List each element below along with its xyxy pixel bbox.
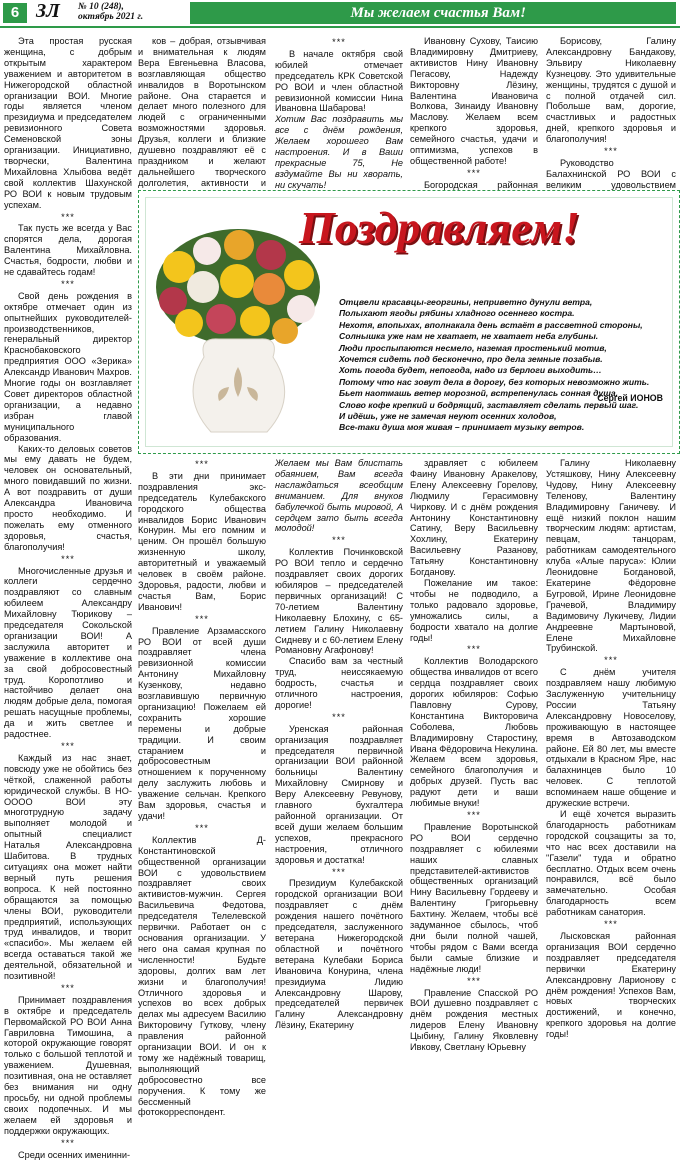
separator: ***	[61, 982, 75, 993]
article-paragraph: Коллектив Володарского общества инвалидов от всего сердца поздравляет своих дорогих юбиляров: Софью Павловну Сурову, Константина Викторовича Соболева, Любовь Владимировну Старостину, Ивана Фёдоровича Некулина. Желаем всем здоровья, семейного благополучия и добрых друзей. Пусть вас радуют дети и ваши любимые внуки!	[410, 656, 538, 809]
article-paragraph: В эти дни принимает поздравления экс-председатель Кулебакского городского общества инвалидов Борис Иванович Конурин. Мы его помним и ценим. Он прошёл большую жизненную школу, авторитетный и уважаемый человек в своём районе. Здоровья, радости, любви и счастья Вам, Борис Иванович!	[138, 470, 266, 612]
poem-line: Потому что нас зовут дела в дорогу, без которых невозможно жить.	[339, 376, 650, 387]
article-paragraph: Лысковская районная организация ВОИ сердечно поздравляет председателя первички Екатерину Александровну Ларионову с днём рождения! Успехов Вам, новых творческих достижений, и конечно, крепкого здоровья на долгие годы!	[546, 930, 676, 1040]
page-number: 6	[3, 3, 27, 23]
poem-paragraph: Желаем мы Вам блистать обаянием, Вам всегда наслаждаться всеобщим вниманием. Для внуков бабулечкой быть мировой, А сердцем зато быть всегда молодой!	[275, 458, 403, 534]
column-1	[4, 36, 132, 1160]
article-paragraph: Спасибо вам за честный труд, неиссякаемую бодрость, счастья и отличного настроения, дорогие!	[275, 656, 403, 710]
poem-line: Хоть погода будет, непогода, надо из берлоги выходить…	[339, 365, 602, 376]
column-3-top	[275, 36, 403, 190]
separator: ***	[604, 919, 618, 930]
newspaper-logo: ЗЛ	[36, 0, 60, 22]
issue-info	[78, 2, 143, 22]
separator: ***	[332, 37, 346, 47]
separator: ***	[467, 975, 481, 986]
separator: ***	[61, 278, 75, 289]
column-4-top	[410, 36, 538, 190]
poem-line: Хочется сидеть под бесконечно, про дела земные позабыв.	[339, 354, 603, 365]
article-paragraph: Богородская районная	[424, 179, 538, 190]
poem-line: Слово кофе крепкий и бодрящий, заставляет сделать первый шаг.	[339, 399, 639, 410]
flower-vase-image	[149, 227, 327, 441]
article-paragraph: Руководство Балахнинской РО ВОИ с великим удовольствием	[546, 157, 676, 190]
article-paragraph: Президиум Кулебакской городской организации ВОИ поздравляет с днём рождения нашего почётного председателя, заслуженного ветерана Нижегородской областной и почётного ветерана Кулебаки Бориса Ивановича Конурина, члена президиума Лидию Александровну Шарову, председателей первичек Галину Александровну Лёзину, Екатерину	[275, 878, 403, 1031]
article-paragraph: Коллектив Починковской РО ВОИ тепло и сердечно поздравляет своих дорогих юбиляров – председателей первичных организаций! С 70-летием Валентину Николаевну Блохину, с 65-летием Галину Николаевну Сидневу и с 60-летием Елену Романовну Агафонову!	[275, 547, 403, 656]
section-banner	[190, 2, 676, 24]
congrats-poem	[339, 297, 659, 434]
article-paragraph: Многочисленные друзья и коллеги сердечно поздравляют со славным юбилеем Александру Михайловну Тюрикову – председателя Сокольской организации ВОИ! А заслужила авторитет и уважение в коллективе она за свой добросовестный труд. Коропотливо и настойчиво делает она людям добрые дела, помогая решать насущные проблемы, да и жить светлее и радостнее.	[4, 565, 132, 740]
article-paragraph: здравляет с юбилеем Фаину Ивановну Аракелову, Елену Алексеевну Горелову, Людмилу Герасимовну Чиркову. И с днём рождения Антонину Константиновну Сатину, Веру Васильевну Хохлину, Екатерину Васильевну Разанову, Татьяну Константиновну Богданову.	[410, 458, 538, 578]
poem-paragraph: Хотим Вас поздравить мы все с днём рождения, Желаем хорошего Вам настроения. И в Ваши прекрасные 75, Не вздумайте Вы ни хворать, ни скучать!	[275, 114, 403, 190]
column-4-bottom	[410, 458, 538, 1053]
article-paragraph: Ивановну Сухову, Таисию Владимировну Дмитриеву, активистов Нину Ивановну Пегасову, Надежду Викторовну Лёзину, Валентина Ивановича Волкова, Зинаиду Ивановну Маслову. Желаем всем крепкого здоровья, семейного счастья, удачи и оптимизма, успехов в общественной работе!	[410, 36, 538, 166]
issue-date: октябрь 2021 г.	[78, 12, 144, 22]
poem-line: Бьет наотмашь ветер морозной, встрепенулась сонная душа.	[339, 388, 619, 399]
article-paragraph: Правление Спасской РО ВОИ душевно поздравляет с днём рождения местных лидеров Елену Ивановну Цыбину, Галину Яковлевну Ивкову, Светлану Юрьевну	[410, 987, 538, 1053]
separator: ***	[61, 1137, 75, 1148]
separator: ***	[332, 711, 346, 722]
article-paragraph: И ещё хочется выразить благодарность работникам городской соцзащиты за то, что нас всех доставили на "Газели" туда и обратно бесплатно. Отдых всем очень понравился, всё было замечательно. Особая благодарность всем работникам санатория.	[546, 809, 676, 918]
poem-line: Полыхают ягоды рябины хладного осеннего костра.	[339, 308, 575, 319]
article-paragraph: Галину Николаевну Устяшкову, Нину Алексеевну Чудову, Нину Алексеевну Теленову, Валентину Владимировну Ганичеву. И ещё низкий поклон нашим творческим людям: артистам, певцам, танцорам, работникам самодеятельного клуба «Алые паруса»: Юлии Леонидовне Богдановой, Екатерине Фёдоровне Бугровой, Ирине Леонидовне Грачевой, Владимиру Вадимовичу Лукичеву, Лидии Андреевне Мартыновой, Елене Михайловне Трубинской.	[546, 458, 676, 654]
separator: ***	[467, 167, 481, 178]
separator: ***	[61, 741, 75, 751]
separator: ***	[332, 535, 346, 546]
page-header	[0, 0, 680, 26]
article-paragraph: Так пусть же всегда у Вас спорятся дела, дорогая Валентина Михайловна. Счастья, бодрости, любви и не сдавайтесь годам!	[4, 223, 132, 278]
poem-line: Люди проспыпаются несмело, наземая простенький мотив,	[339, 342, 607, 353]
article-paragraph: ков – добрая, отзывчивая и внимательная к людям Вера Евгеньевна Власова, возглавляющая общество инвалидов в Воротынском районе. Она старается и делает много полезного для людей с ограниченными возможностями здоровья. Друзья, коллеги и близкие душевно поздравляют её с праздником и желают дальнейшего творческого долголетия, активности и	[138, 36, 266, 188]
separator: ***	[467, 810, 481, 820]
column-2-bottom	[138, 458, 266, 1118]
article-paragraph: Каких-то деловых советов мы ему давать не будем, человек он основательный, много повидавший по жизни. А вот поздравить от души Александра Ивановича просто необходимо. И пожелать ему отменного здоровья, счастья, благополучия!	[4, 443, 132, 552]
separator: ***	[467, 644, 481, 655]
section-title: Мы желаем счастья Вам!	[350, 5, 526, 21]
column-3-bottom	[275, 458, 403, 1031]
article-paragraph: Принимает поздравления в октябре и председатель Первомайской РО ВОИ Анна Гавриловна Тимошина, а которой окружающие говорят только с большой теплотой и уважением. Душевная, позитивная, она не оставляет без внимания ни одну просьбу, ни одной проблемы своих подопечных. И мы желаем ей здоровья и поддержки окружающих.	[4, 994, 132, 1136]
separator: ***	[195, 613, 209, 624]
article-paragraph: Каждый из нас знает, повсюду уже не обойтись без чёткой, слаженной работы юридической службы. В НО-ОООО ВОИ эту многотрудную задачу выполняет молодой и опытный специалист Наталья Александровна Шабитова. В трудных ситуациях она может найти верный путь решения вопроса. К ней постоянно обращаются за помощью члены ВОИ, руководители предприятий, использующих труд инвалидов, и творит «спасибо». Мы желаем ей всегда оставаться такой же деятельной, обязательной и позитивной!	[4, 752, 132, 982]
article-paragraph: Эта простая русская женщина, с добрым открытым характером уважением и авторитетом в Нижегородской областной организации ВОИ. Многие годы является членом президиума и председателем ревизионного Совета Семеновской зоны организации. Инициативно, творчески, Валентина Михайловна Хлыбова ведёт свой коллектив Шахунской РО ВОИ к новым трудовым успехам.	[4, 36, 132, 210]
separator: ***	[195, 459, 209, 469]
congrats-title: Поздравляем!	[299, 202, 580, 253]
separator: ***	[61, 553, 75, 564]
poem-line: Нехотя, впопыхах, вполнакала день встаёт в рассветной стороны,	[339, 319, 643, 330]
issue-number: № 10 (248),	[78, 2, 124, 12]
article-paragraph: Пожелание им такое: чтобы не подводило, а только радовало здоровье, умножались силы, а бодрости хватало на долгие годы!	[410, 577, 538, 643]
poem-line: Солнышка уже нам не хватает, не хватает неба глубины.	[339, 331, 599, 342]
article-paragraph: Коллектив Д-Константиновской общественной организации ВОИ с удовольствием поздравляет своих активистов-мужчин. Сергея Васильевича Федотова, председателя Телелевской первички. Работает он с основания организации. У него она самая крупная по численности! Будьте здоровы, долгих вам лет жизни и благополучия! Отличного здоровья и успехов во всех добрых делах мы адресуем Василию Викторовичу Гуткову, члену правления районной организации ВОИ. И он к тому же надёжный товарищ, выполняющий добросовестно все поручения. К тому же бессменный фотокорреспондент.	[138, 834, 266, 1118]
column-5-bottom	[546, 458, 676, 1040]
poem-line: Отцвели красавцы-георгины, неприветно дунули ветра,	[339, 297, 593, 307]
header-rule	[0, 26, 680, 28]
poem-line: Все-таки душа моя живая – принимает музыку ветров.	[339, 422, 585, 433]
separator: ***	[332, 866, 346, 877]
article-paragraph: Правление Воротынской РО ВОИ сердечно поздравляет с юбилеями наших славных представителей-активистов общественных организаций Нину Васильевну Гордееву и Валентину Григорьевну Бахтину. Желаем, чтобы всё задуманное сбылось, чтоб дни были полной чашей, чтобы рядом с Вами всегда были самые близкие и надёжные люди!	[410, 821, 538, 974]
poem-author: Сергей ИОНОВ	[597, 393, 663, 403]
separator: ***	[61, 211, 75, 222]
article-paragraph: Правление Арзамасского РО ВОИ от всей души поздравляет члена ревизионной комиссии Антонину Михайловну Кузенкову, недавно возглавившую первичную организацию! Пожелаем ей сохранить хорошие перемены и добрые традиции. И своим старанием и добросовестным отношением к порученному делу заслужить любовь и уважение сельчан. Крепкого Вам здоровья, счастья и удачи!	[138, 625, 266, 821]
article-paragraph: Уренская районная организация поздравляет председателя первичной организации ВОИ районной больницы Валентину Михайловну Смирнову и Веру Алексеевну Ревунову, главного бухгалтера районной организации. От всей души желаем большим успехов, прекрасного настроения, отличного здоровья и достатка!	[275, 723, 403, 865]
column-2-top	[138, 36, 266, 186]
article-paragraph: Борисову, Галину Александровну Бандакову, Эльвиру Николаевну Кузнецову. Это удивительные женщины, трудятся с душой и с полной отдачей сил. Побольше вам, дорогие, счастливых и радостных дней, крепкого здоровья и благополучия!	[546, 36, 676, 145]
article-paragraph: Свой день рождения в октябре отмечает один из опытнейших руководителей-производственников, генеральный директор Краснобаковского предприятия ООО «Зерика» Александр Иванович Махров. Многие годы он возглавляет Совет директоров областной организации, а недавно избран главой муниципального образования.	[4, 290, 132, 443]
article-paragraph: С днём учителя поздравляем нашу любимую Заслуженную учительницу России Татьяну Александровну Новоселову, проживающую в настоящее время в Автозаводском районе. Ей 80 лет, мы вместе отдыхали в Красном Яре, нас балахнинцев было 10 человек. С теплотой вспоминаем наше общение и дружеские встречи.	[546, 667, 676, 809]
separator: ***	[604, 146, 618, 157]
article-paragraph: В начале октября свой юбилей отмечает председатель КРК Советской РО ВОИ и член областной ревизионной комиссии Нина Ивановна Шабарова!	[275, 48, 403, 114]
poem-line: И идёшь, уже не замечая неуют осенних холодов,	[339, 411, 557, 422]
column-5-top	[546, 36, 676, 190]
separator: ***	[195, 822, 209, 833]
separator: ***	[604, 655, 618, 666]
congrats-box	[138, 190, 680, 454]
article-paragraph: Среди осенних именинни-	[18, 1149, 131, 1160]
